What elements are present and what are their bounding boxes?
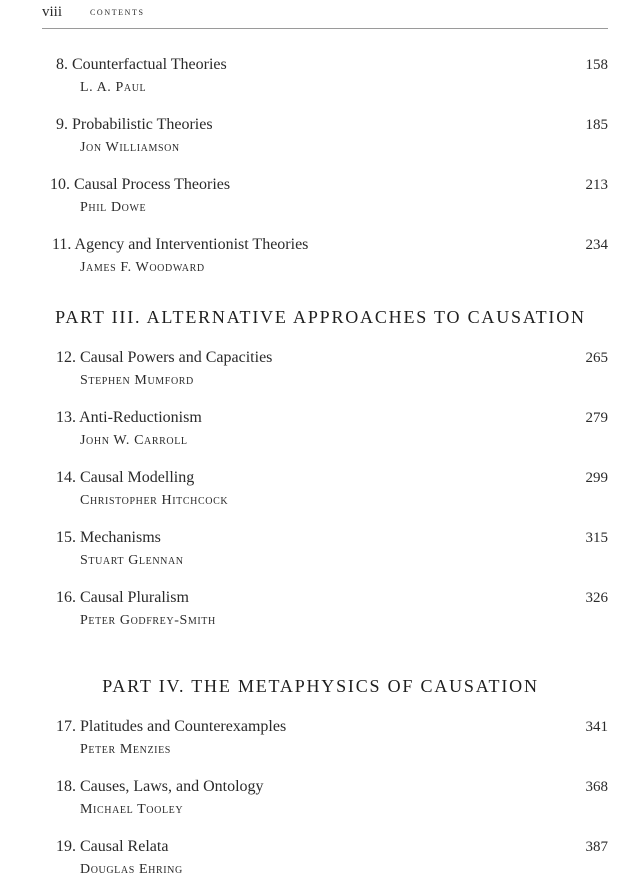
page-header	[42, 4, 608, 28]
toc-entry[interactable]	[0, 409, 641, 459]
page-number: 299	[585, 470, 608, 486]
page-number: 234	[585, 237, 608, 253]
entry-title-line	[56, 116, 213, 134]
entry-title-line	[56, 589, 189, 607]
toc-entry[interactable]	[0, 589, 641, 639]
toc-entry[interactable]	[0, 236, 641, 286]
toc-entry[interactable]	[0, 116, 641, 166]
chapter-title: Causal Process Theories	[74, 176, 231, 193]
page-number: 279	[585, 410, 608, 426]
chapter-title: Causal Relata	[80, 838, 169, 855]
chapter-author: Stephen Mumford	[80, 373, 194, 388]
chapter-author: Phil Dowe	[80, 200, 147, 215]
entry-title-line	[56, 718, 286, 736]
chapter-title: Platitudes and Counterexamples	[80, 718, 287, 735]
chapter-number: 19.	[56, 838, 76, 855]
toc-entry[interactable]	[0, 56, 641, 106]
chapter-number: 14.	[56, 469, 76, 486]
entry-title-line	[56, 56, 227, 74]
page-number: 341	[585, 719, 608, 735]
chapter-number: 13.	[56, 409, 76, 426]
chapter-title: Causal Pluralism	[80, 589, 189, 606]
header-rule	[42, 28, 608, 29]
running-head: contents	[90, 6, 145, 18]
chapter-title: Causal Powers and Capacities	[80, 349, 273, 366]
chapter-author: Douglas Ehring	[80, 862, 183, 877]
part-heading: PART III. ALTERNATIVE APPROACHES TO CAUSATION	[55, 307, 586, 327]
page-number: 315	[585, 530, 608, 546]
page-number: 387	[585, 839, 608, 855]
chapter-title: Counterfactual Theories	[72, 56, 227, 73]
toc-entry[interactable]	[0, 778, 641, 828]
chapter-number: 18.	[56, 778, 76, 795]
chapter-title: Probabilistic Theories	[72, 116, 213, 133]
toc-entry[interactable]	[0, 469, 641, 519]
chapter-number: 11.	[52, 236, 72, 253]
chapter-number: 16.	[56, 589, 76, 606]
chapter-title: Agency and Interventionist Theories	[74, 236, 309, 253]
chapter-author: Peter Menzies	[80, 742, 171, 757]
entry-title-line	[56, 469, 194, 487]
chapter-number: 8.	[56, 56, 68, 73]
entry-title-line	[50, 176, 230, 194]
chapter-number: 17.	[56, 718, 76, 735]
toc-entry[interactable]	[0, 176, 641, 226]
page-number: 368	[585, 779, 608, 795]
toc-entry[interactable]	[0, 349, 641, 399]
chapter-number: 15.	[56, 529, 76, 546]
entry-title-line	[56, 529, 161, 547]
chapter-author: L. A. Paul	[80, 80, 147, 95]
page-number: 213	[585, 177, 608, 193]
chapter-author: Jon Williamson	[80, 140, 180, 155]
entry-title-line	[56, 838, 168, 856]
chapter-author: Christopher Hitchcock	[80, 493, 229, 508]
chapter-title: Causes, Laws, and Ontology	[80, 778, 264, 795]
page-number: 326	[585, 590, 608, 606]
part-heading: PART IV. THE METAPHYSICS OF CAUSATION	[102, 676, 539, 696]
toc-entry[interactable]	[0, 838, 641, 888]
chapter-author: James F. Woodward	[80, 260, 205, 275]
chapter-author: Peter Godfrey-Smith	[80, 613, 216, 628]
page-number: 158	[585, 57, 608, 73]
chapter-author: Stuart Glennan	[80, 553, 184, 568]
entry-title-line	[56, 778, 264, 796]
chapter-number: 9.	[56, 116, 68, 133]
page-number: 185	[585, 117, 608, 133]
chapter-title: Mechanisms	[80, 529, 161, 546]
chapter-number: 12.	[56, 349, 76, 366]
page-number: 265	[585, 350, 608, 366]
chapter-author: John W. Carroll	[80, 433, 188, 448]
chapter-title: Causal Modelling	[80, 469, 195, 486]
entry-title-line	[52, 236, 308, 254]
entry-title-line	[56, 409, 202, 427]
page-folio: viii	[42, 4, 63, 20]
toc-entry[interactable]	[0, 718, 641, 768]
toc-entry[interactable]	[0, 529, 641, 579]
chapter-number: 10.	[50, 176, 70, 193]
chapter-author: Michael Tooley	[80, 802, 184, 817]
chapter-title: Anti-Reductionism	[79, 409, 202, 426]
entry-title-line	[56, 349, 272, 367]
